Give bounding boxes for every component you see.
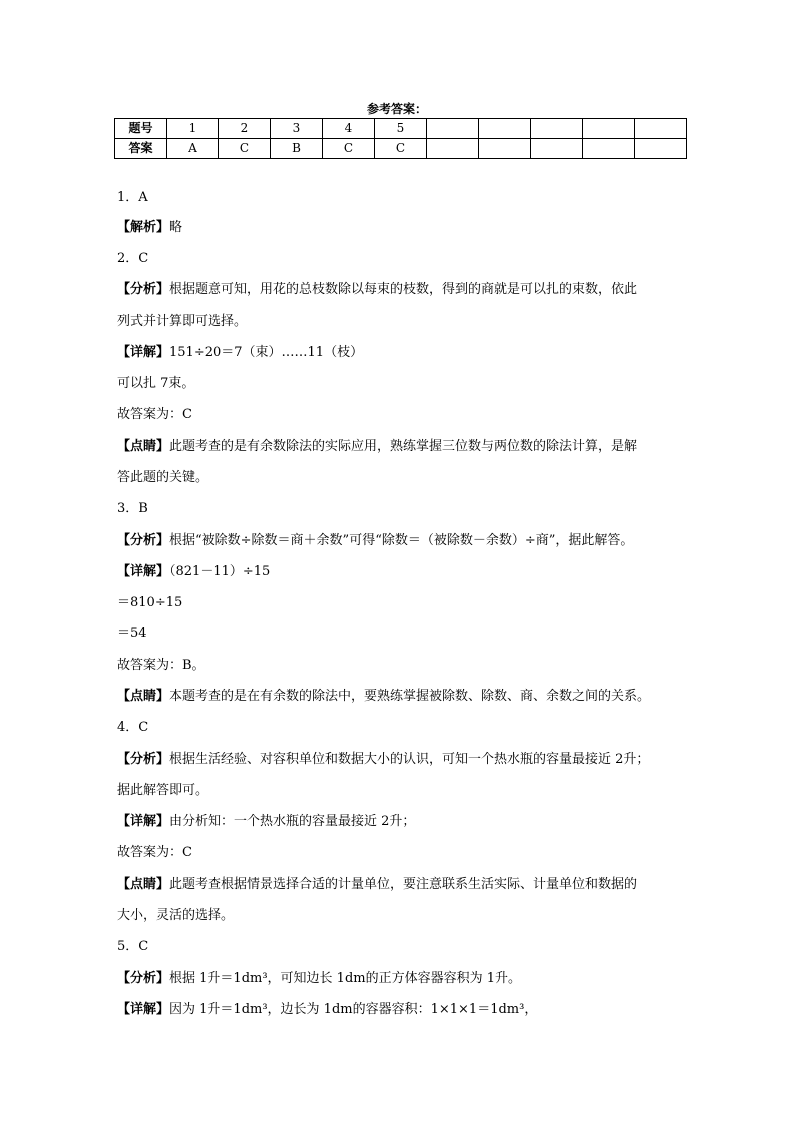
text-line bbox=[117, 939, 148, 955]
line-text: ＝54 bbox=[117, 626, 147, 641]
line-text: 列式并计算即可选择。 bbox=[117, 314, 248, 329]
table-cell: 4 bbox=[323, 119, 375, 139]
text-line bbox=[117, 501, 148, 517]
text-line bbox=[117, 908, 234, 924]
table-cell bbox=[427, 139, 479, 159]
section-tag: 【点睛】 bbox=[117, 877, 170, 892]
section-tag: 【点睛】 bbox=[117, 439, 170, 454]
line-text: 根据“被除数÷除数＝商＋余数”可得“除数＝（被除数－余数）÷商”，据此解答。 bbox=[169, 533, 634, 548]
line-text: 151÷20＝7（束）……11（枝） bbox=[169, 345, 364, 360]
line-text: 2．C bbox=[117, 251, 149, 266]
table-cell: C bbox=[323, 139, 375, 159]
text-line bbox=[117, 533, 633, 549]
table-cell bbox=[635, 139, 687, 159]
text-line bbox=[117, 251, 148, 267]
text-line bbox=[117, 470, 208, 486]
text-line bbox=[117, 220, 182, 236]
table-cell: C bbox=[375, 139, 427, 159]
line-text: 本题考查的是在有余数的除法中，要熟练掌握被除数、除数、商、余数之间的关系。 bbox=[169, 689, 651, 704]
table-cell bbox=[479, 139, 531, 159]
line-text: 可以扎 7束。 bbox=[117, 376, 195, 391]
text-line bbox=[117, 314, 247, 330]
line-text: 故答案为：C bbox=[117, 407, 192, 422]
text-line bbox=[117, 689, 650, 705]
line-text: 此题考查的是有余数除法的实际应用，熟练掌握三位数与两位数的除法计算，是解 bbox=[169, 439, 638, 454]
line-text: 因为 1升＝1dm³，边长为 1dm的容器容积：1×1×1＝1dm³， bbox=[169, 1002, 538, 1017]
text-line bbox=[117, 752, 649, 768]
page-title: 参考答案： bbox=[366, 102, 427, 116]
text-line bbox=[117, 814, 415, 830]
section-tag: 【解析】 bbox=[117, 220, 170, 235]
text-line bbox=[117, 595, 182, 611]
section-tag: 【详解】 bbox=[117, 814, 170, 829]
table-cell: 5 bbox=[375, 119, 427, 139]
text-line bbox=[117, 345, 363, 361]
table-cell bbox=[583, 139, 635, 159]
table-cell bbox=[479, 119, 531, 139]
line-text: 3．B bbox=[117, 501, 148, 516]
line-text: （821－11）÷15 bbox=[169, 564, 271, 579]
line-text: 故答案为：C bbox=[117, 845, 192, 860]
line-text: 根据题意可知，用花的总枝数除以每束的枝数，得到的商就是可以扎的束数，依此 bbox=[169, 282, 638, 297]
table-cell: 3 bbox=[271, 119, 323, 139]
section-tag: 【详解】 bbox=[117, 564, 170, 579]
text-line bbox=[117, 658, 205, 674]
line-text: 此题考查根据情景选择合适的计量单位，要注意联系生活实际、计量单位和数据的 bbox=[169, 877, 638, 892]
line-text: 4．C bbox=[117, 720, 149, 735]
text-line bbox=[117, 720, 148, 736]
section-tag: 【分析】 bbox=[117, 752, 170, 767]
table-cell: B bbox=[271, 139, 323, 159]
text-line bbox=[117, 783, 208, 799]
text-line bbox=[117, 407, 192, 423]
text-line bbox=[117, 845, 192, 861]
table-cell: A bbox=[167, 139, 219, 159]
line-text: 略 bbox=[169, 220, 183, 235]
question-number-header: 题号 bbox=[115, 119, 167, 139]
line-text: 大小，灵活的选择。 bbox=[117, 908, 235, 923]
text-line bbox=[117, 190, 148, 206]
section-tag: 【分析】 bbox=[117, 282, 170, 297]
table-cell bbox=[635, 119, 687, 139]
section-tag: 【分析】 bbox=[117, 971, 170, 986]
table-cell bbox=[427, 119, 479, 139]
answer-table bbox=[114, 118, 687, 159]
text-line bbox=[117, 376, 194, 392]
section-tag: 【详解】 bbox=[117, 345, 170, 360]
text-line bbox=[117, 564, 270, 580]
section-tag: 【点睛】 bbox=[117, 689, 170, 704]
table-row bbox=[115, 139, 687, 159]
table-cell: 1 bbox=[167, 119, 219, 139]
table-cell bbox=[531, 139, 583, 159]
table-cell: C bbox=[219, 139, 271, 159]
line-text: 据此解答即可。 bbox=[117, 783, 209, 798]
line-text: 答此题的关键。 bbox=[117, 470, 209, 485]
text-line bbox=[117, 626, 147, 642]
section-tag: 【详解】 bbox=[117, 1002, 170, 1017]
section-tag: 【分析】 bbox=[117, 533, 170, 548]
line-text: 5．C bbox=[117, 939, 149, 954]
text-line bbox=[117, 971, 521, 987]
table-row bbox=[115, 119, 687, 139]
table-cell: 2 bbox=[219, 119, 271, 139]
table-cell bbox=[531, 119, 583, 139]
line-text: ＝810÷15 bbox=[117, 595, 183, 610]
line-text: 根据生活经验、对容积单位和数据大小的认识，可知一个热水瓶的容量最接近 2升； bbox=[169, 752, 650, 767]
line-text: 故答案为：B。 bbox=[117, 658, 205, 673]
text-line bbox=[117, 439, 637, 455]
table-cell bbox=[583, 119, 635, 139]
line-text: 由分析知：一个热水瓶的容量最接近 2升； bbox=[169, 814, 416, 829]
line-text: 根据 1升＝1dm³，可知边长 1dm的正方体容器容积为 1升。 bbox=[169, 971, 522, 986]
text-line bbox=[117, 282, 637, 298]
answer-header: 答案 bbox=[115, 139, 167, 159]
line-text: 1．A bbox=[117, 190, 148, 205]
text-line bbox=[117, 877, 637, 893]
text-line bbox=[117, 1002, 537, 1018]
